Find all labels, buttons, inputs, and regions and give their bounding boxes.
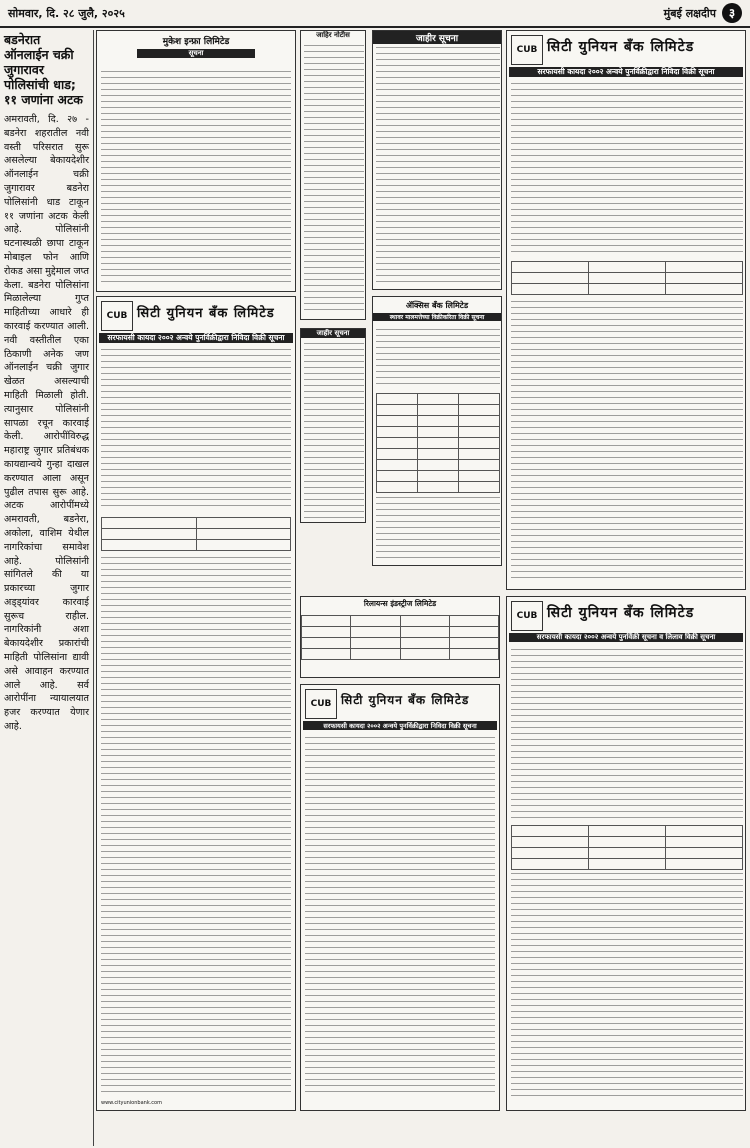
public-notice-small (300, 30, 366, 320)
notice-text (511, 873, 743, 1098)
notice-text (376, 47, 500, 285)
news-column (0, 30, 94, 1146)
notice-text (101, 349, 291, 509)
axis-notice (372, 296, 502, 566)
cub-notice-title-2: सरफायसी कायदा २००२ अन्वये पुनर्विक्रीद्वारा निविदा विक्री सूचना (509, 67, 743, 77)
notice-text (304, 343, 364, 519)
notice-text (376, 329, 500, 389)
cub-name-2: सिटी युनियन बँक लिमिटेड (547, 39, 695, 55)
news-headline: बडनेरात ऑनलाईन चक्री जुगारावर पोलिसांची धाड; ११ जणांना अटक (4, 32, 83, 107)
cub-name: सिटी युनियन बँक लिमिटेड (137, 306, 275, 321)
axis-table (376, 393, 500, 493)
notice-text (101, 71, 291, 286)
cub-logo-4: CUB (511, 601, 543, 631)
notice-text (101, 557, 291, 1097)
cub-notice-right-2 (506, 596, 746, 1111)
reliance-notice (300, 596, 500, 678)
notice-text (305, 737, 495, 1097)
cub-table-4 (511, 825, 743, 870)
cub-table-2 (511, 261, 743, 295)
issue-date: सोमवार, दि. २८ जुलै, २०२५ (8, 7, 125, 20)
page-header (0, 0, 750, 28)
cub-notice-middle (300, 684, 500, 1111)
cub-notice-right (506, 30, 746, 590)
company-name: मुकेश इन्फ्रा लिमिटेड (162, 37, 230, 47)
cub-name-4: सिटी युनियन बँक लिमिटेड (547, 605, 695, 621)
news-body: अमरावती, दि. २७ - बडनेरा शहरातील नवी वस्ती परिसरात सुरू असलेल्या बेकायदेशीर ऑनलाईन चक्री जुगारावर बडनेरा पोलिसांनी धाड टाकून ११ जणांना अटक केली आहे. पोलिसांनी घटनास्थळी छापा टाकून मोबाइल फोन आणि रोकड असा मुद्देमाल जप्त केला. बडनेरा पोलिसांना मिळालेल्या गुप्त माहितीच्या आधारे ही कारवाई करण्यात आली. नवी वस्तीतील एका ठिकाणी अनेक जण ऑनलाईन चक्री जुगार खेळत असल्याची माहिती मिळाली होती. त्यानुसार पोलिसांनी सापळा रचून कारवाई केली. आरोपींविरुद्ध महाराष्ट्र जुगार प्रतिबंधक कायद्यान्वये गुन्हा दाखल करण्यात आला असून पुढील तपास सुरू आहे. अटक आरोपींमध्ये अमरावती, बडनेरा, अकोला, वाशिम येथील नागरिकांचा समावेश आहे. पोलिसांनी सांगितले की या प्रकारच्या जुगार अड्ड्यांवर कारवाई सुरूच राहील. नागरिकांनी अशा बेकायदेशीर प्रकारांची माहिती पोलिसांना द्यावी असे आवाहन करण्यात आले आहे. सर्व आरोपींना न्यायालयात हजर करण्यात येणार आहे. (4, 114, 90, 733)
page-number: ३ (722, 3, 742, 23)
public-notice (372, 30, 502, 290)
cub-website: www.cityunionbank.com (101, 1100, 162, 1106)
cub-notice-left (96, 296, 296, 1111)
cub-logo: CUB (101, 301, 133, 331)
public-notice-heading: जाहीर सूचना (373, 31, 501, 44)
notice-text (304, 45, 364, 315)
cub-name-3: सिटी युनियन बँक लिमिटेड (341, 693, 470, 707)
public-notice-title-2: जाहीर सूचना (301, 329, 365, 338)
paper-name: मुंबई लक्षदीप (663, 7, 716, 20)
cub-table (101, 517, 291, 551)
cub-logo-2: CUB (511, 35, 543, 65)
notice-text (511, 301, 743, 581)
public-notice-title: जाहिर नोटीस (316, 31, 350, 39)
axis-name: ॲक्सिस बँक लिमिटेड (405, 301, 469, 310)
company-notice-title: सूचना (137, 49, 255, 58)
public-notice-small-2 (300, 328, 366, 523)
notice-text (376, 497, 500, 561)
cub-logo-3: CUB (305, 689, 337, 719)
company-notice (96, 30, 296, 292)
axis-notice-title: स्थावर मालमत्तेच्या विक्रीकरिता विक्री सूचना (373, 313, 501, 321)
cub-notice-title: सरफायसी कायदा २००२ अन्वये पुनर्विक्रीद्वारा निविदा विक्री सूचना (99, 333, 293, 343)
notice-text (511, 83, 743, 253)
reliance-name: रिलायन्स इंडस्ट्रीज लिमिटेड (363, 599, 437, 608)
cub-notice-title-3: सरफायसी कायदा २००२ अन्वये पुनर्विक्रीद्वारा निविदा विक्री सूचना (303, 721, 497, 730)
cub-notice-title-4: सरफायसी कायदा २००२ अन्वये पुनर्विक्री सूचना व लिलाव विक्री सूचना (509, 633, 743, 642)
notice-text (511, 649, 743, 819)
